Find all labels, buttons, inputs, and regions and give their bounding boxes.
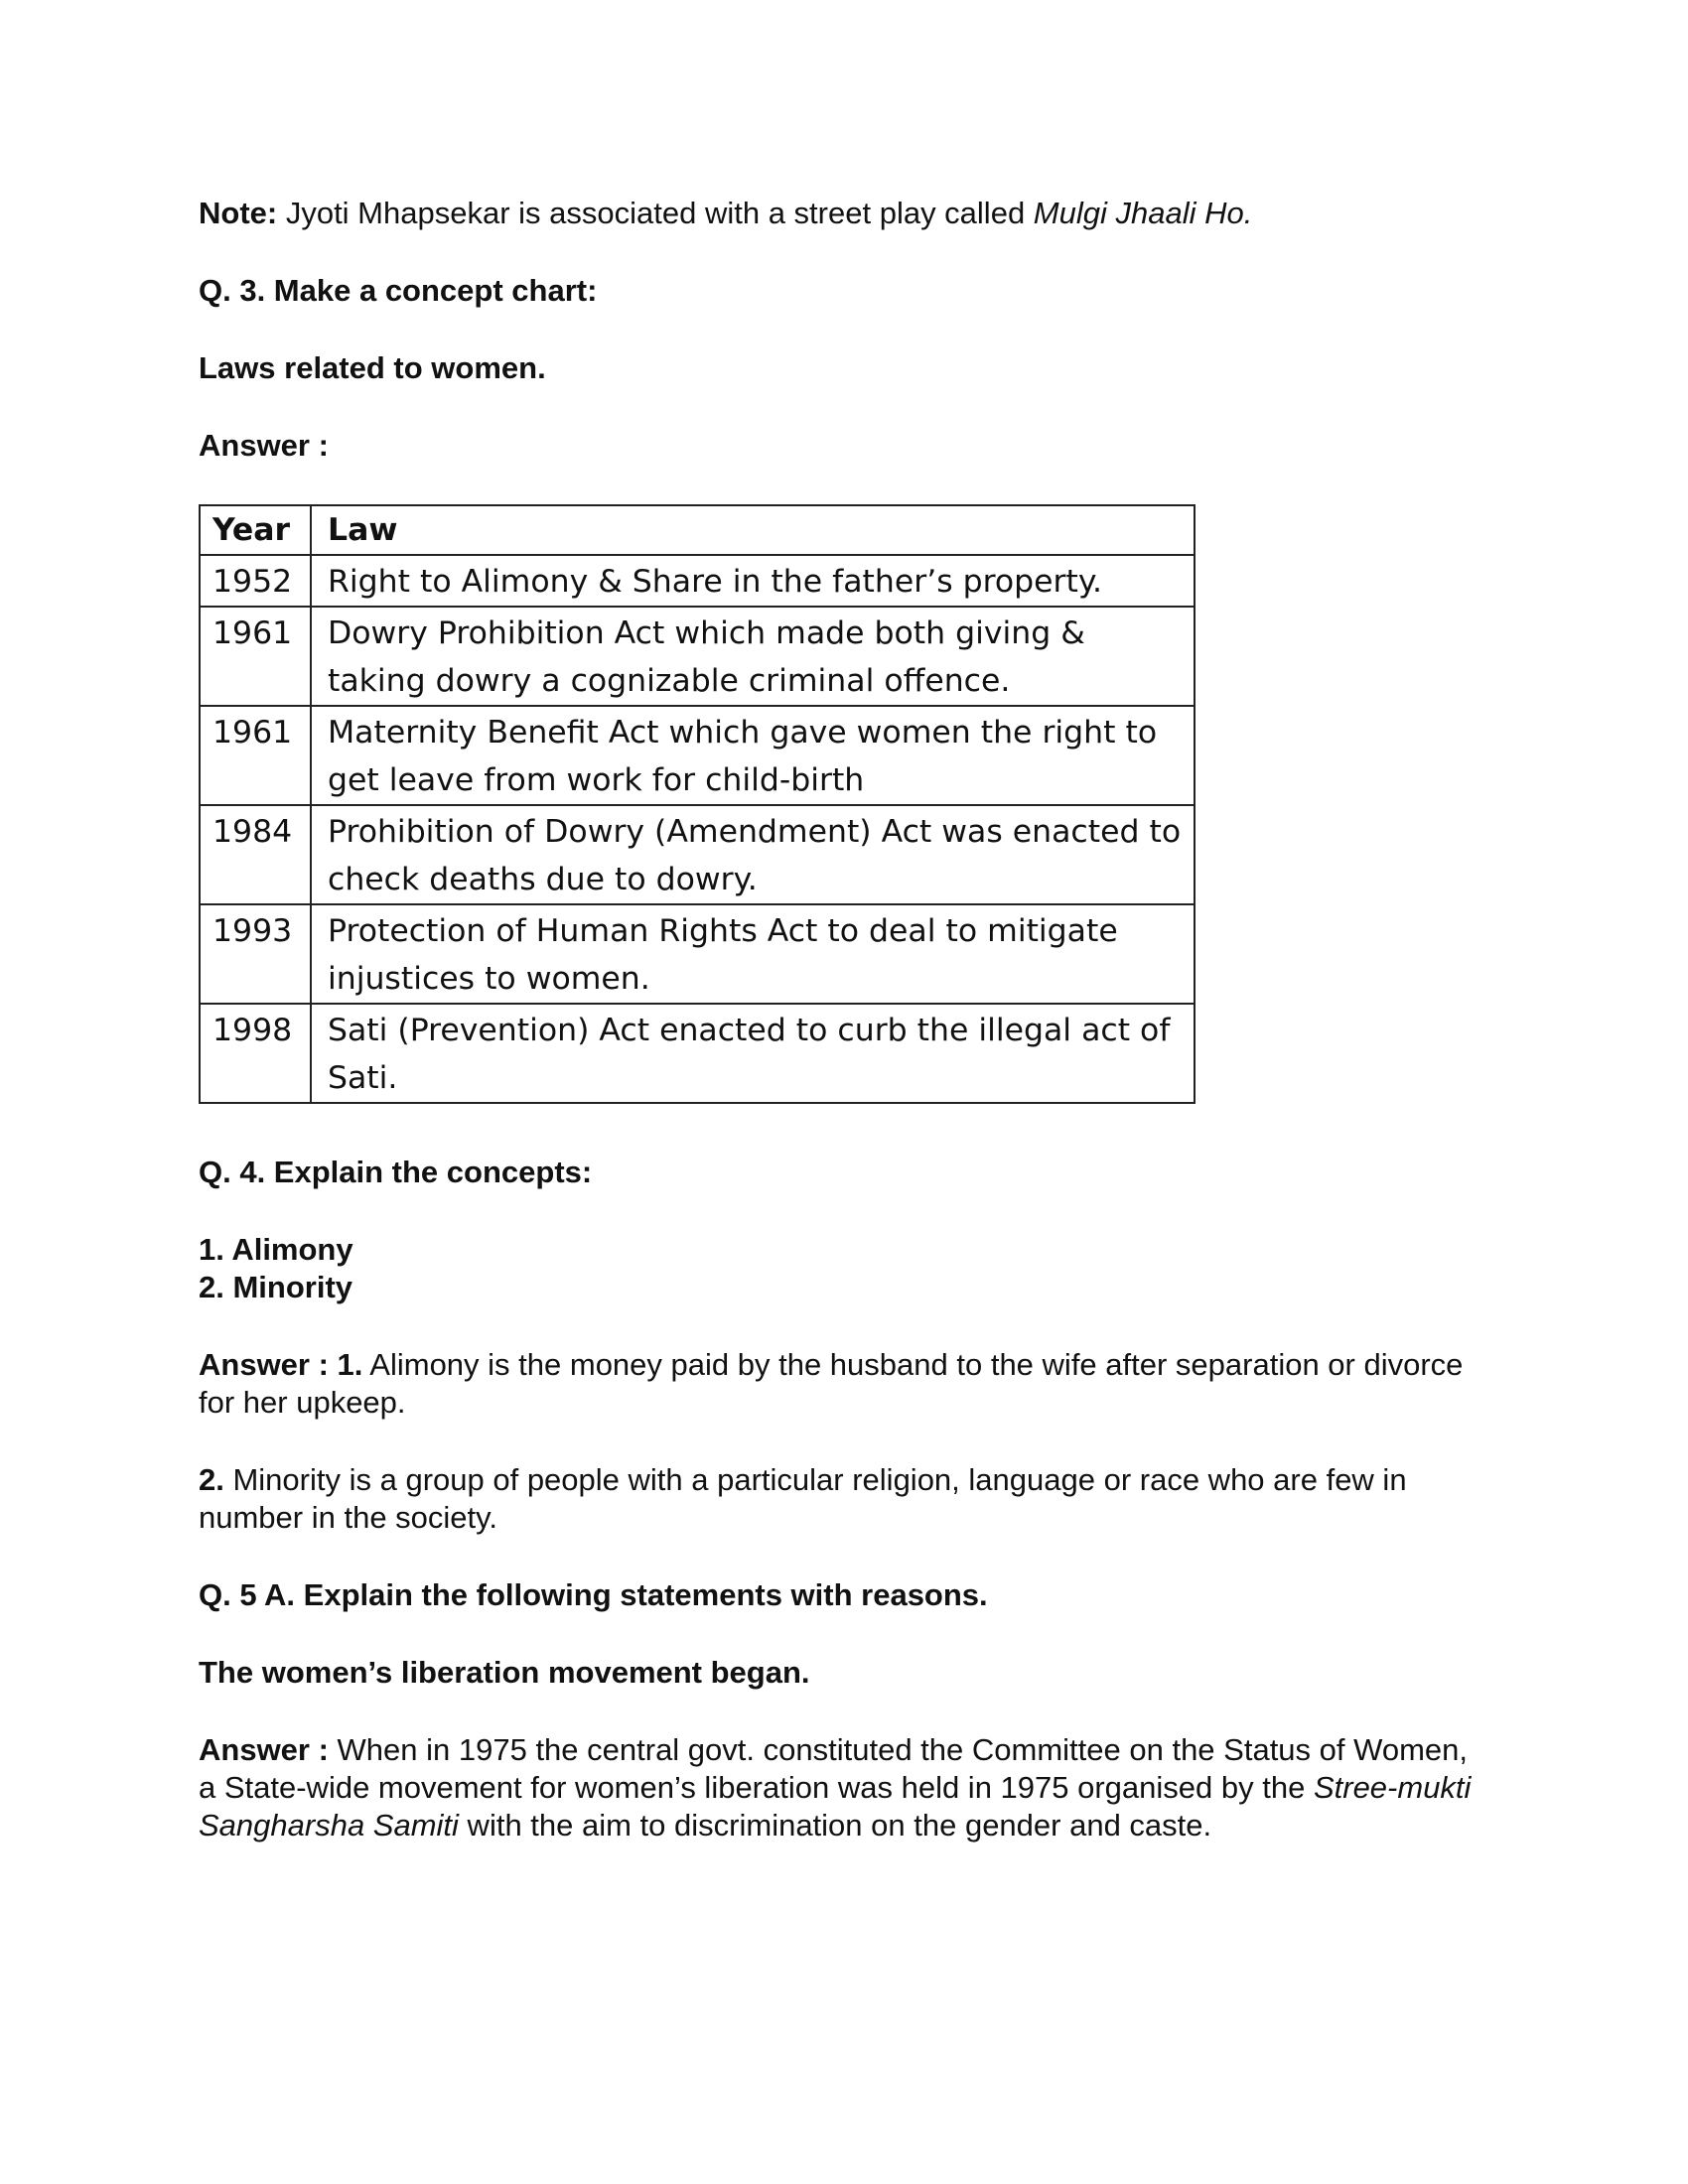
table-header-row — [200, 505, 1195, 555]
q4-question: Q. 4. Explain the concepts: — [199, 1155, 593, 1189]
year-cell: 1961 — [200, 706, 311, 805]
q5-answer-text: When in 1975 the central govt. constituted the Committee on the Status of Women, a State-wide movement for women’s liberation was held in 1975 organised by the — [199, 1732, 1468, 1805]
law-cell: Prohibition of Dowry (Amendment) Act was enacted to check deaths due to dowry. — [311, 805, 1195, 904]
law-cell: Maternity Benefit Act which gave women the right to get leave from work for child-birth — [311, 706, 1195, 805]
table-row — [200, 555, 1195, 607]
q5-answer-text-end: with the aim to discrimination on the gender and caste. — [458, 1808, 1212, 1843]
note-paragraph — [199, 195, 1489, 232]
table-row — [200, 805, 1195, 904]
note-text: Jyoti Mhapsekar is associated with a street play called — [277, 196, 1034, 230]
q5-answer-organisation: Stree-mukti Sangharsha Samiti — [199, 1770, 1472, 1843]
column-header-year: Year — [200, 505, 311, 555]
note-play-title: Mulgi Jhaali Ho. — [1033, 196, 1253, 230]
table-row — [200, 706, 1195, 805]
q4-answer-1-text: Alimony is the money paid by the husband to the wife after separation or divorce for her upkeep. — [199, 1347, 1464, 1420]
q4-answer-1-number: 1. — [328, 1347, 363, 1382]
year-cell: 1998 — [200, 1004, 311, 1103]
q4-answer-2-number: 2. — [199, 1462, 224, 1497]
table-row — [200, 1004, 1195, 1103]
column-header-law: Law — [311, 505, 1195, 555]
year-cell: 1961 — [200, 607, 311, 706]
q3-answer-label: Answer : — [199, 428, 329, 463]
law-cell: Sati (Prevention) Act enacted to curb the illegal act of Sati. — [311, 1004, 1195, 1103]
q4-answer-2 — [199, 1461, 1489, 1537]
document-page — [199, 195, 1489, 1844]
year-cell: 1952 — [200, 555, 311, 607]
year-cell: 1993 — [200, 904, 311, 1004]
q3-topic: Laws related to women. — [199, 350, 546, 385]
law-cell: Protection of Human Rights Act to deal to mitigate injustices to women. — [311, 904, 1195, 1004]
q4-answer-1 — [199, 1346, 1489, 1422]
laws-table — [199, 504, 1196, 1104]
year-cell: 1984 — [200, 805, 311, 904]
law-cell: Right to Alimony & Share in the father’s property. — [311, 555, 1195, 607]
law-cell: Dowry Prohibition Act which made both giving & taking dowry a cognizable criminal offence. — [311, 607, 1195, 706]
q5-answer-label: Answer : — [199, 1732, 329, 1767]
q4-item-minority: 2. Minority — [199, 1270, 353, 1304]
q5-question: Q. 5 A. Explain the following statements with reasons. — [199, 1577, 988, 1612]
q3-question: Q. 3. Make a concept chart: — [199, 273, 598, 308]
note-label: Note: — [199, 196, 278, 230]
table-row — [200, 607, 1195, 706]
q4-item-alimony: 1. Alimony — [199, 1232, 353, 1267]
q5-statement: The women’s liberation movement began. — [199, 1655, 810, 1690]
q5-answer — [199, 1731, 1489, 1844]
q4-answer-label: Answer : — [199, 1347, 329, 1382]
table-row — [200, 904, 1195, 1004]
q4-answer-2-text: Minority is a group of people with a particular religion, language or race who are few in number in the society. — [199, 1462, 1407, 1535]
